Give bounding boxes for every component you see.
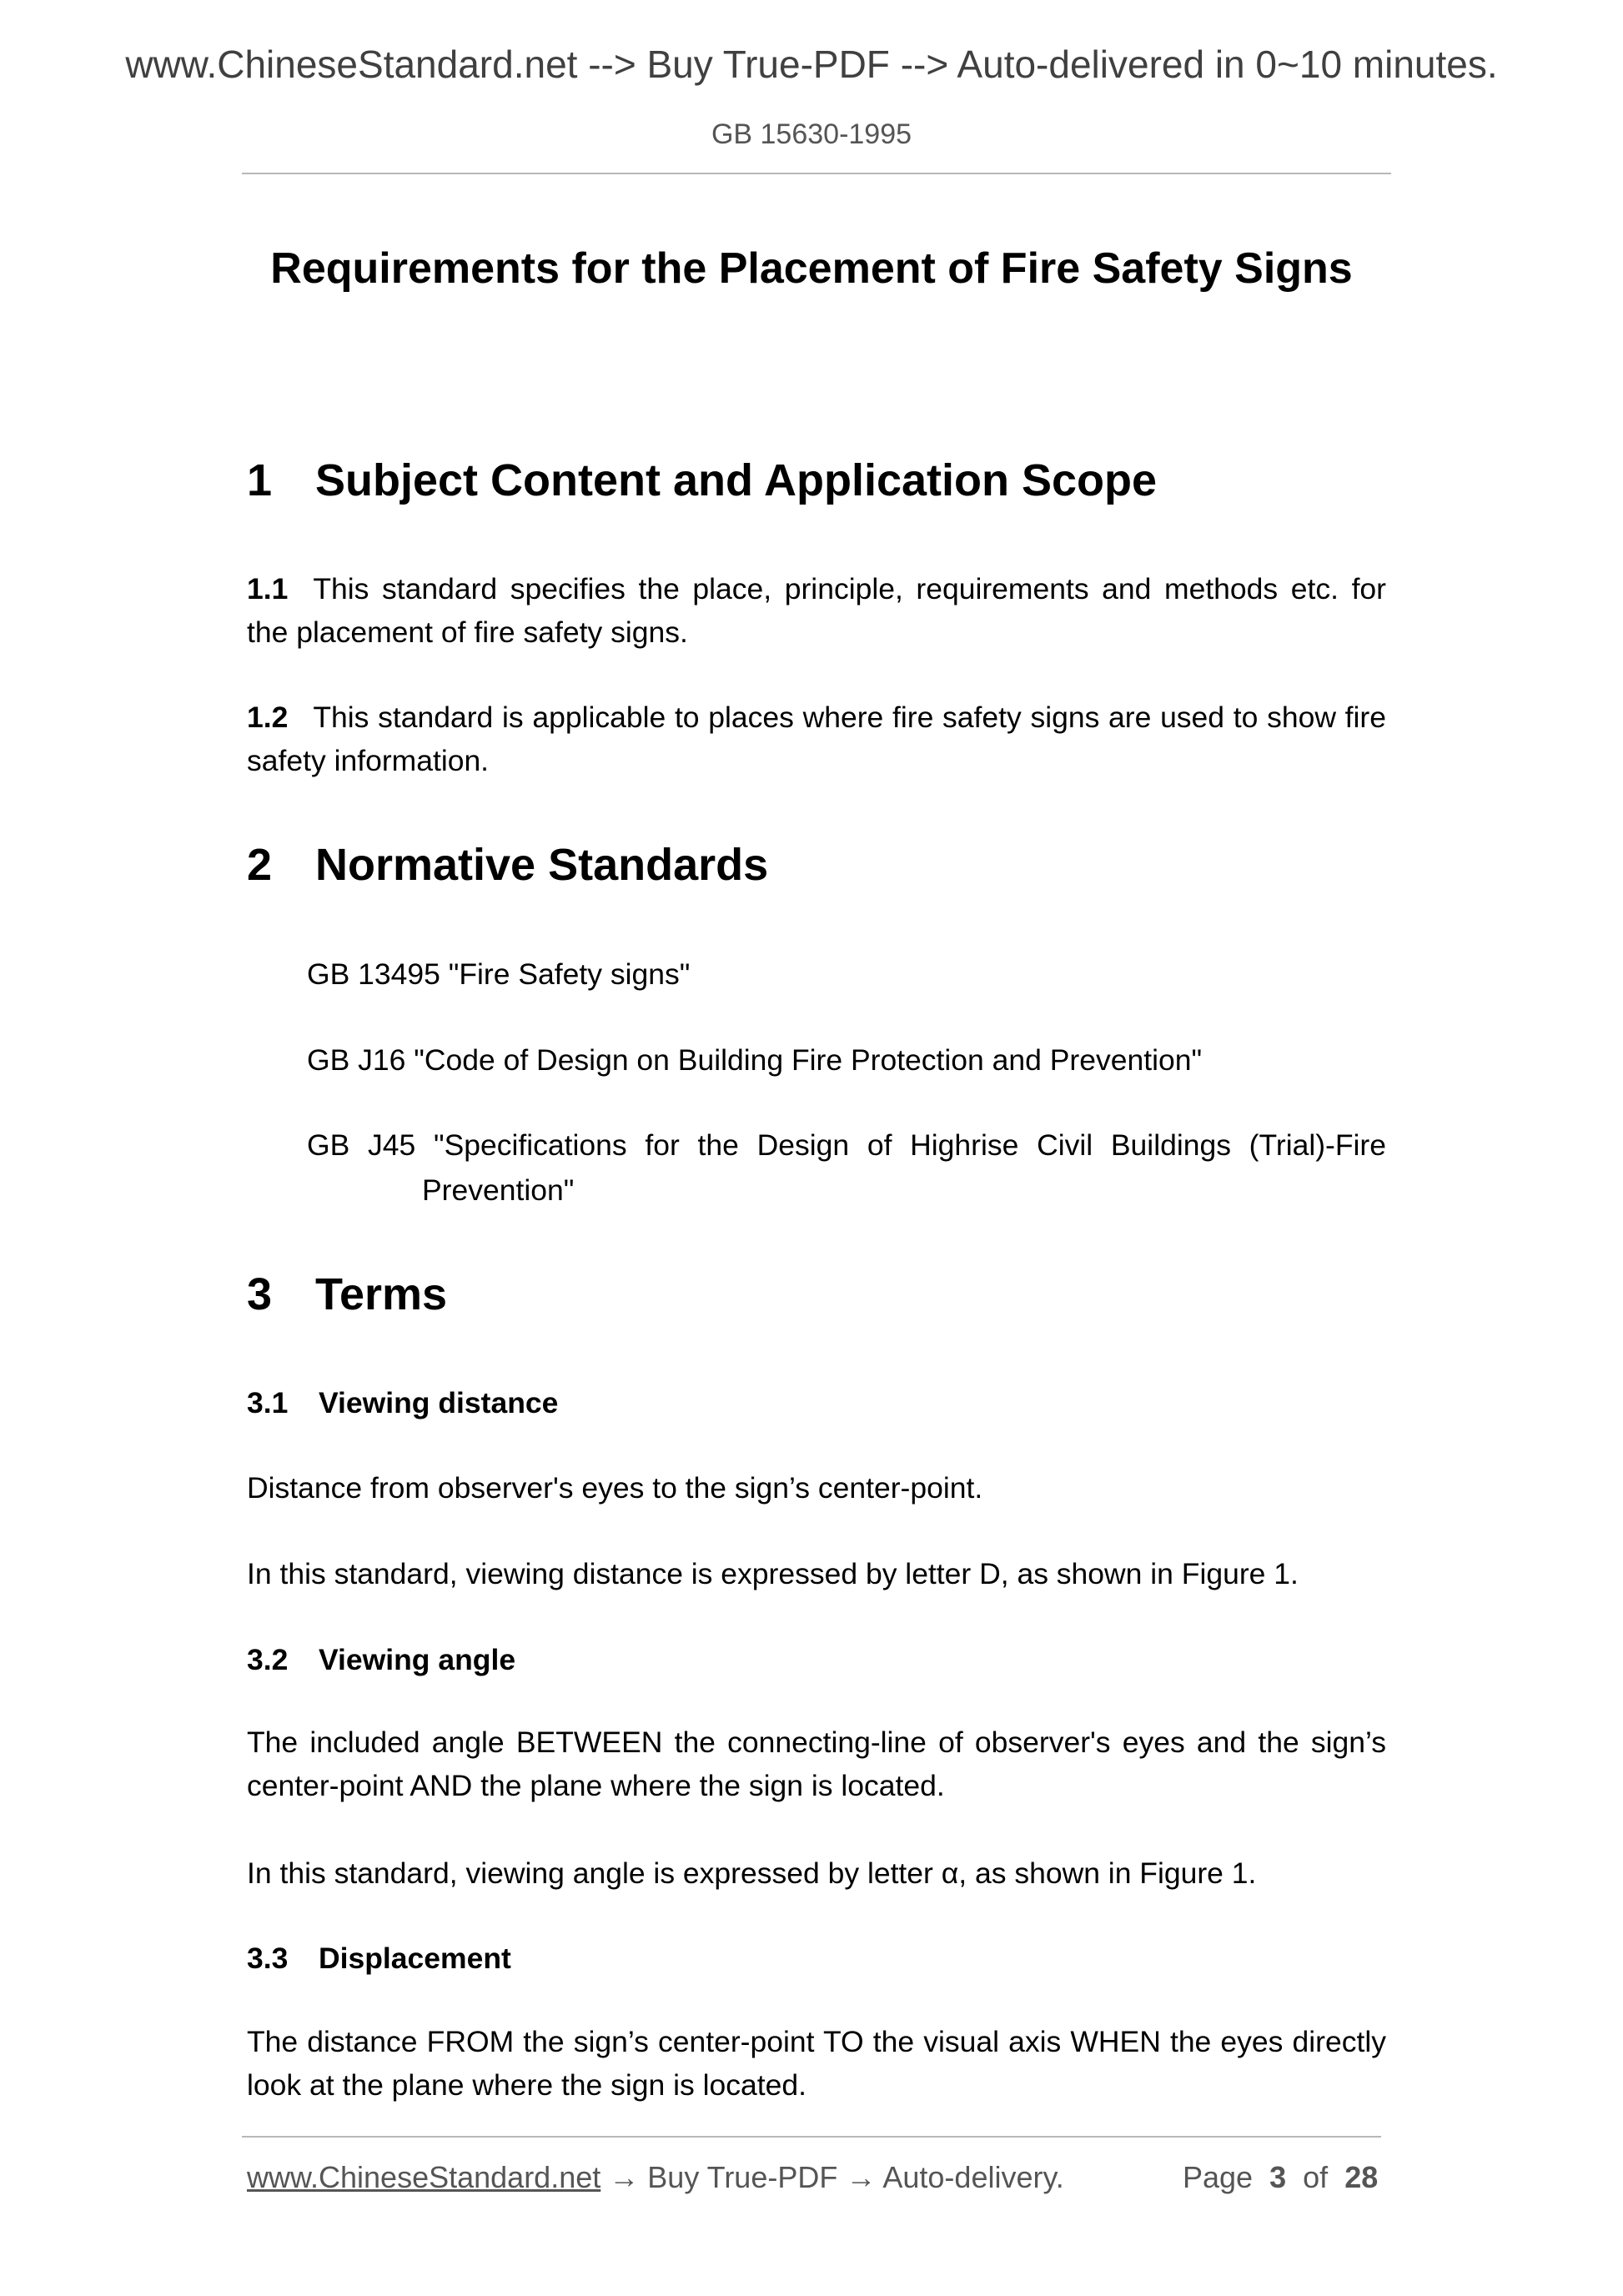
footer-site-link[interactable]: www.ChineseStandard.net xyxy=(247,2160,601,2194)
term-definition: The distance FROM the sign’s center-point TO the visual axis WHEN the eyes directly look at the plane where the sign is located. xyxy=(247,2025,1386,2102)
header-divider xyxy=(242,173,1391,174)
top-banner: www.ChineseStandard.net --> Buy True-PDF --> Auto-delivered in 0~10 minutes. xyxy=(125,43,1498,86)
reference-item-continuation: Prevention" xyxy=(422,1173,575,1207)
current-page: 3 xyxy=(1269,2160,1287,2194)
term-number: 3.1 xyxy=(247,1386,289,1419)
section-2-heading xyxy=(247,839,768,891)
footer-buy-text: Buy True-PDF xyxy=(647,2160,838,2194)
section-title: Subject Content and Application Scope xyxy=(315,455,1158,505)
document-code: GB 15630-1995 xyxy=(711,118,912,150)
term-3-3-heading xyxy=(247,1942,511,1976)
section-title: Terms xyxy=(315,1269,448,1319)
reference-item: GB J45 "Specifications for the Design of Highrise Civil Buildings (Trial)-Fire xyxy=(307,1128,1386,1162)
reference-item: GB J16 "Code of Design on Building Fire Protection and Prevention" xyxy=(307,1043,1203,1077)
term-note: In this standard, viewing angle is expressed by letter α, as shown in Figure 1. xyxy=(247,1856,1257,1890)
clause-text: This standard specifies the place, principle, requirements and methods etc. for the placement of fire safety signs. xyxy=(247,572,1386,649)
page-number xyxy=(1183,2160,1378,2195)
page-label: Page xyxy=(1183,2160,1254,2194)
clause-1-1 xyxy=(247,567,1386,654)
term-title: Viewing angle xyxy=(319,1643,516,1676)
reference-item: GB 13495 "Fire Safety signs" xyxy=(307,957,691,991)
term-number: 3.2 xyxy=(247,1643,289,1676)
section-number: 3 xyxy=(247,1269,273,1319)
section-number: 2 xyxy=(247,840,273,890)
document-title: Requirements for the Placement of Fire Safety Signs xyxy=(270,244,1353,293)
term-definition: Distance from observer's eyes to the sign’s center-point. xyxy=(247,1471,983,1505)
arrow-icon: → xyxy=(846,2160,877,2194)
section-title: Normative Standards xyxy=(315,840,769,890)
clause-number: 1.2 xyxy=(247,701,289,734)
clause-text: This standard is applicable to places where fire safety signs are used to show fire safety information. xyxy=(247,701,1386,777)
term-note: In this standard, viewing distance is expressed by letter D, as shown in Figure 1. xyxy=(247,1557,1299,1590)
term-number: 3.3 xyxy=(247,1942,289,1975)
section-3-heading xyxy=(247,1269,447,1320)
footer-divider xyxy=(242,2136,1381,2138)
section-1-heading xyxy=(247,455,1157,506)
clause-1-2 xyxy=(247,696,1386,782)
clause-number: 1.1 xyxy=(247,572,289,605)
of-label: of xyxy=(1303,2160,1329,2194)
arrow-icon: → xyxy=(609,2160,640,2194)
term-title: Viewing distance xyxy=(319,1386,559,1419)
total-pages: 28 xyxy=(1344,2160,1379,2194)
term-3-2-heading xyxy=(247,1643,515,1677)
term-definition: The included angle BETWEEN the connecting-line of observer's eyes and the sign’s center-point AND the plane where the sign is located. xyxy=(247,1726,1386,1802)
section-number: 1 xyxy=(247,455,273,505)
term-3-1-heading xyxy=(247,1386,558,1420)
footer-left xyxy=(247,2160,1064,2195)
term-title: Displacement xyxy=(319,1942,511,1975)
footer-delivery-text: Auto-delivery. xyxy=(882,2160,1064,2194)
